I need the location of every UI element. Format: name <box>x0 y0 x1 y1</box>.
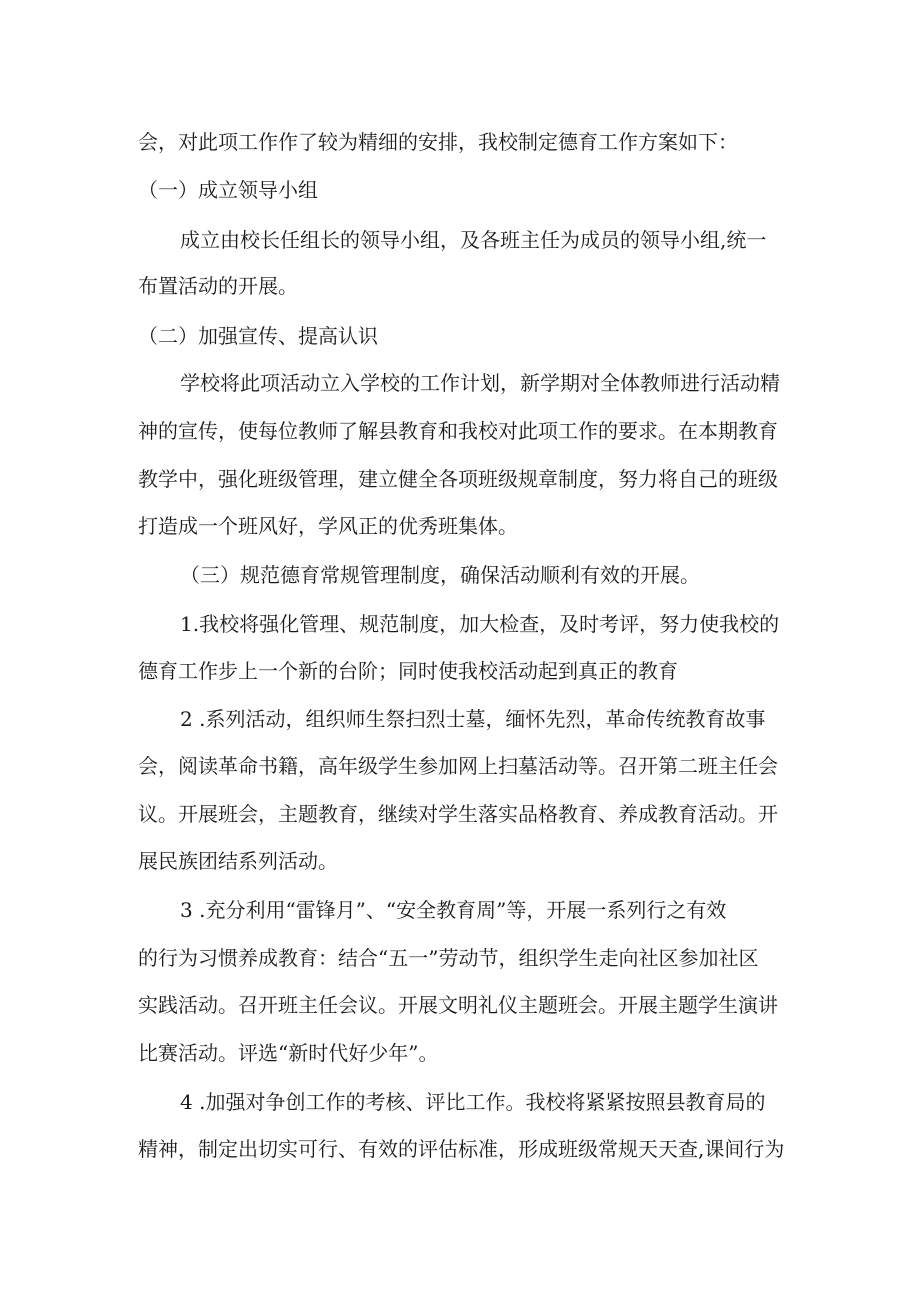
paragraph-line: 学校将此项活动立入学校的工作计划，新学期对全体教师进行活动精 <box>180 371 780 395</box>
paragraph-line: 展民族团结系列活动。 <box>138 849 338 873</box>
paragraph-line: 神的宣传，使每位教师了解县教育和我校对此项工作的要求。在本期教育 <box>138 419 778 443</box>
paragraph-line: 3 .充分利用“雷锋月”、“安全教育周”等，开展一系列行之有效 <box>180 898 727 922</box>
paragraph-line: 比赛活动。评选“新时代好少年”。 <box>138 1041 439 1065</box>
paragraph-line: 教学中，强化班级管理，建立健全各项班级规章制度，努力将自己的班级 <box>138 467 778 491</box>
paragraph-line: 1.我校将强化管理、规范制度，加大检查，及时考评，努力使我校的 <box>180 612 780 636</box>
section-heading: （一）成立领导小组 <box>138 178 318 202</box>
paragraph-line: 的行为习惯养成教育：结合“五一”劳动节，组织学生走向社区参加社区 <box>138 946 759 970</box>
paragraph-line: 成立由校长任组长的领导小组，及各班主任为成员的领导小组,统一 <box>180 228 767 252</box>
paragraph-line: 会，对此项工作作了较为精细的安排，我校制定德育工作方案如下： <box>138 130 738 154</box>
paragraph-line: 实践活动。召开班主任会议。开展文明礼仪主题班会。开展主题学生演讲 <box>138 993 778 1017</box>
section-heading: （二）加强宣传、提高认识 <box>138 324 378 348</box>
paragraph-line: 打造成一个班风好，学风正的优秀班集体。 <box>138 514 518 538</box>
paragraph-line: 会，阅读革命书籍，高年级学生参加网上扫墓活动等。召开第二班主任会 <box>138 754 778 778</box>
section-heading: （三）规范德育常规管理制度，确保活动顺利有效的开展。 <box>180 563 700 587</box>
paragraph-line: 议。开展班会，主题教育，继续对学生落实品格教育、养成教育活动。开 <box>138 802 778 826</box>
paragraph-line: 精神，制定出切实可行、有效的评估标准，形成班级常规天天查,课间行为 <box>138 1137 785 1161</box>
paragraph-line: 2 .系列活动，组织师生祭扫烈士墓，缅怀先烈，革命传统教育故事 <box>180 707 766 731</box>
paragraph-line: 德育工作步上一个新的台阶；同时使我校活动起到真正的教育 <box>138 659 678 683</box>
paragraph-line: 4 .加强对争创工作的考核、评比工作。我校将紧紧按照县教育局的 <box>180 1090 766 1114</box>
paragraph-line: 布置活动的开展。 <box>138 274 298 298</box>
